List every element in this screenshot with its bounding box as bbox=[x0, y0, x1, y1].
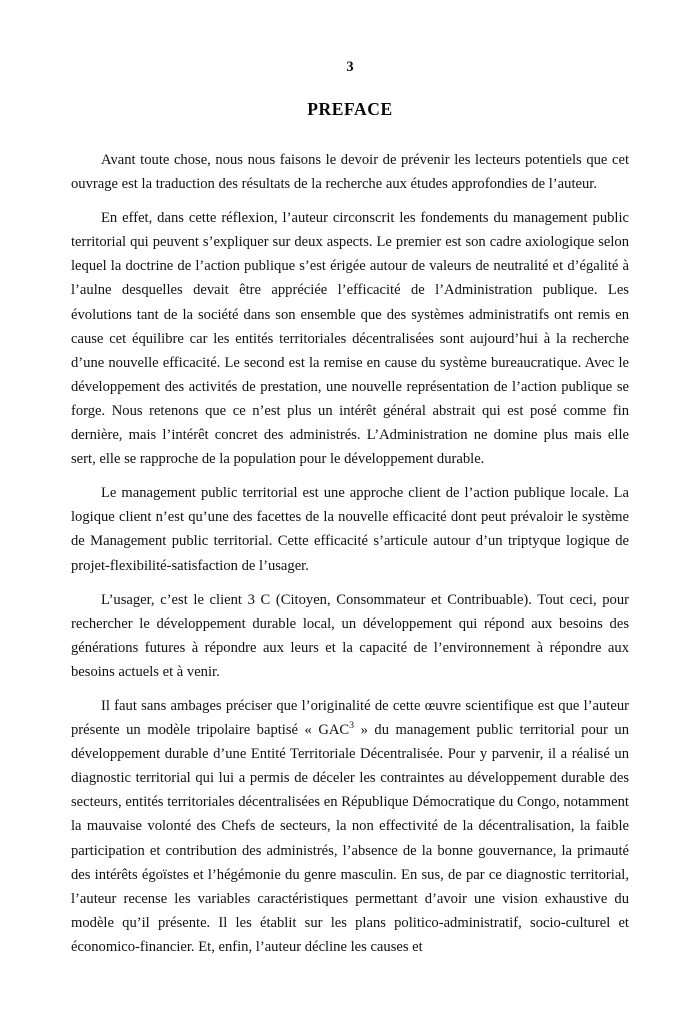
page-number: 3 bbox=[346, 59, 354, 75]
page-title: PREFACE bbox=[307, 98, 393, 119]
body-text-column bbox=[71, 148, 629, 959]
paragraph: Le management public territorial est une approche client de l’action publique locale. La logique client n’est qu’une des facettes de la nouvelle efficacité dont peut prévaloir le système de Management public territorial. Cette efficacité s’articule autour d’un triptyque logique de projet-flexibilité-satisfaction de l’usager. bbox=[71, 485, 629, 574]
paragraph-with-superscript: Il faut sans ambages préciser que l’originalité de cette œuvre scientifique est que l’auteur présente un modèle tripolaire baptisé « GAC$^3$ » du management public territorial pour un développement durable d’une Entité Territoriale Décentralisée. Pour y parvenir, il a réalisé un diagnostic territorial qui lui a permis de déceler les contraintes au développement durable des secteurs, entités territoriales décentralisées en République Démocratique du Congo, notamment la mauvaise volonté des Chefs de secteurs, la non effectivité de la décentralisation, la faible participation et contribution des administrés, l’absence de la bonne gouvernance, la primauté des intérêts égoïstes et l’hégémonie du genre masculin. En sus, de par ce diagnostic territorial, l’auteur recense les variables caractéristiques permettant d’avoir une vision exhaustive du modèle qu’il présente. Il les établit sur les plans politico-administratif, socio-culturel et économico-financier. Et, enfin, l’auteur décline les causes et bbox=[71, 697, 629, 955]
paragraph: Avant toute chose, nous nous faisons le devoir de prévenir les lecteurs potentiels que cet ouvrage est la traduction des résultats de la recherche aux études approfondies de l’auteur. bbox=[71, 152, 629, 193]
paragraph: L’usager, c’est le client 3 C (Citoyen, Consommateur et Contribuable). Tout ceci, pour rechercher le développement durable local, un développement qui répond aux besoins des générations futures à répondre aux leurs et la capacité de l’environnement à répondre aux besoins actuels et à venir. bbox=[71, 591, 629, 680]
superscript-marker: 3 bbox=[349, 720, 355, 732]
paragraph: En effet, dans cette réflexion, l’auteur circonscrit les fondements du management public territorial qui peuvent s’expliquer sur deux aspects. Le premier est son cadre axiologique selon lequel la doctrine de l’action publique s’est érigée autour de valeurs de neutralité et d’égalité à l’aulne desquelles devait être appréciée l’efficacité de l’Administration publique. Les évolutions tant de la société dans son ensemble que des systèmes administratifs ont remis en cause cet équilibre car les entités territoriales décentralisées sont aujourd’hui à la recherche d’une nouvelle efficacité. Le second est la remise en cause du système bureaucratique. Avec le développement des activités de prestation, une nouvelle représentation de l’action publique se forge. Nous retenons que ce n’est plus un intérêt général abstrait qui est posé comme fin dernière, mais l’intérêt concret des administrés. L’Administration ne domine plus mais elle sert, elle se rapproche de la population pour le développement durable. bbox=[71, 210, 629, 468]
